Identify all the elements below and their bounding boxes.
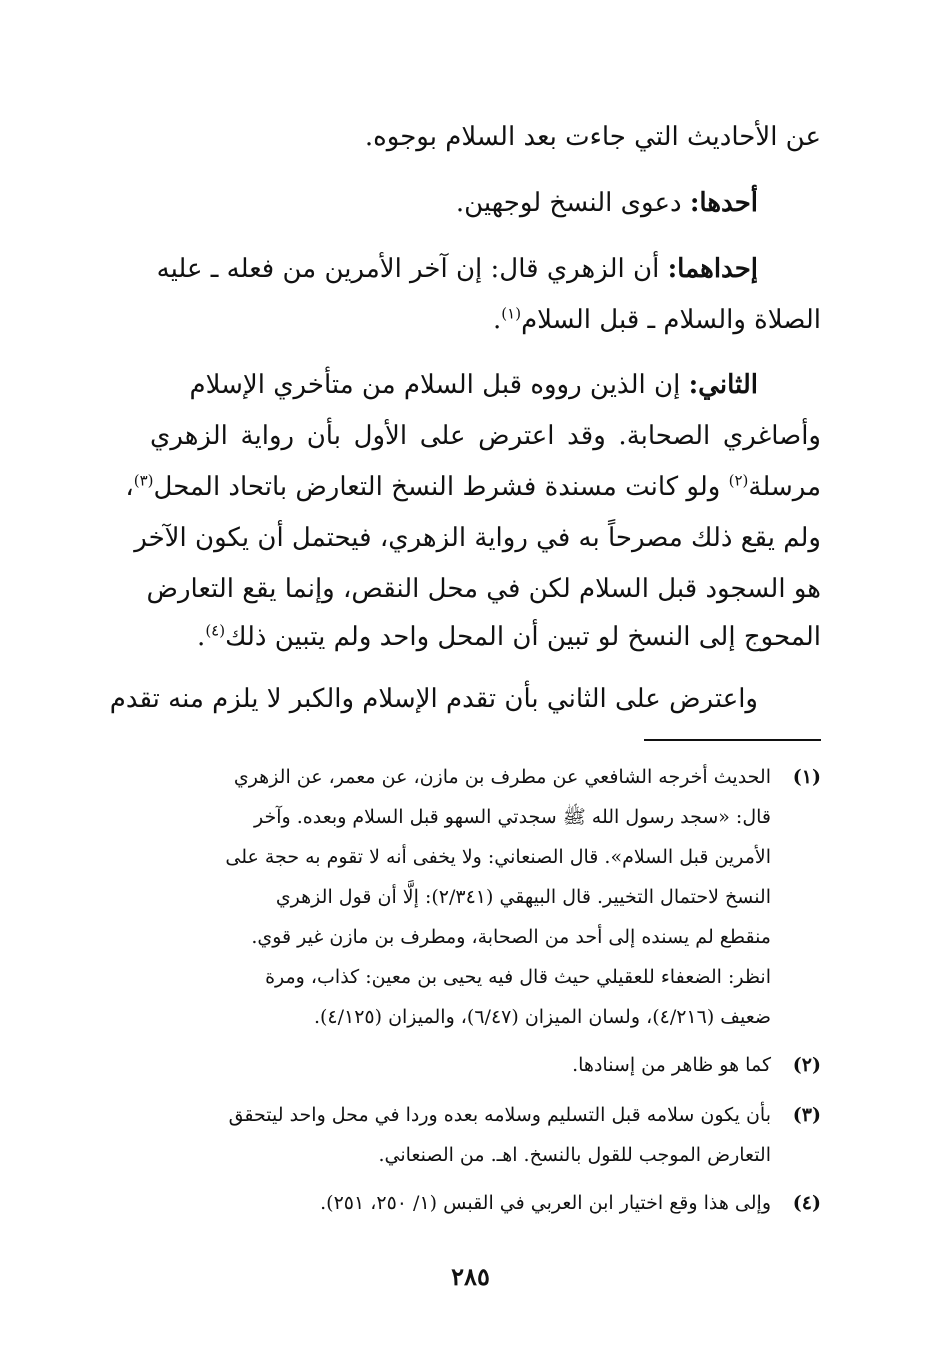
footnote-number-2: (٢)	[792, 1054, 821, 1076]
footnote-3-line-1: بأن يكون سلامه قبل التسليم وسلامه بعده وردا في محل واحد ليتحقق	[228, 1104, 771, 1126]
page-number: ٢٨٥	[451, 1262, 490, 1291]
footnote-1-line-7: ضعيف (٤/٢١٦)، ولسان الميزان (٦/٤٧)، والميزان (٤/١٢٥).	[313, 1006, 771, 1028]
footnote-1-line-6: انظر: الضعفاء للعقيلي حيث قال فيه يحيى بن معين: كذاب، ومرة	[265, 966, 771, 988]
footnote-1-line-5: منقطع لم يسنده إلى أحد من الصحابة، ومطرف بن مازن غير قوي.	[251, 926, 771, 948]
body-line-10: المحوج إلى النسخ لو تبين أن المحل واحد ولم يتبين ذلك$^{(٤)}$.	[197, 621, 821, 652]
body-line-7: مرسلة$^{(٢)}$ ولو كانت مسندة فشرط النسخ التعارض باتحاد المحل$^{(٣)}$،	[125, 471, 821, 502]
footnote-4-line-1: وإلى هذا وقع اختيار ابن العربي في القبس (١/ ٢٥٠، ٢٥١).	[320, 1192, 771, 1214]
footnote-1-line-3: الأمرين قبل السلام». قال الصنعاني: ولا يخفى أنه لا تقوم به حجة على	[225, 846, 771, 868]
footnote-ref: (١)	[501, 304, 522, 323]
heading-word: إحداهما:	[667, 254, 758, 284]
body-line-9: هو السجود قبل السلام لكن في محل النقص، وإنما يقع التعارض	[146, 574, 821, 604]
footnote-number-1: (١)	[792, 766, 821, 788]
body-line-3: إحداهما: أن الزهري قال: إن آخر الأمرين من فعله ـ عليه	[156, 254, 758, 284]
body-line-11: واعترض على الثاني بأن تقدم الإسلام والكبر لا يلزم منه تقدم	[109, 684, 758, 714]
footnote-ref: (٢)	[728, 471, 749, 490]
footnote-number-3: (٣)	[792, 1104, 821, 1126]
body-line-4: الصلاة والسلام ـ قبل السلام$^{(١)}$.	[493, 304, 821, 335]
heading-word: الثاني:	[688, 370, 758, 400]
footnote-3-line-2: التعارض الموجب للقول بالنسخ. اهـ. من الصنعاني.	[378, 1144, 771, 1166]
footnote-1-line-4: النسخ لاحتمال التخيير. قال البيهقي (٢/٣٤١): إلَّا أن قول الزهري	[275, 886, 771, 908]
footnote-separator	[644, 739, 821, 741]
heading-word: أحدها:	[689, 188, 758, 218]
footnote-ref: (٣)	[133, 471, 154, 490]
footnote-ref: (٤)	[205, 621, 226, 640]
footnote-1-line-2: قال: «سجد رسول الله ﷺ سجدتي السهو قبل السلام وبعده. وآخر	[254, 806, 771, 828]
footnote-number-4: (٤)	[792, 1192, 821, 1214]
body-line-5: الثاني: إن الذين رووه قبل السلام من متأخري الإسلام	[189, 370, 758, 400]
body-line-1: عن الأحاديث التي جاءت بعد السلام بوجوه.	[364, 122, 821, 152]
body-line-2: أحدها: دعوى النسخ لوجهين.	[455, 188, 758, 218]
body-line-8: ولم يقع ذلك مصرحاً به في رواية الزهري، فيحتمل أن يكون الآخر	[134, 523, 821, 553]
footnote-1-line-1: الحديث أخرجه الشافعي عن مطرف بن مازن، عن معمر، عن الزهري	[233, 766, 771, 788]
body-line-6: وأصاغري الصحابة. وقد اعترض على الأول بأن رواية الزهري	[150, 421, 821, 451]
footnote-2-line-1: كما هو ظاهر من إسنادها.	[572, 1054, 771, 1076]
